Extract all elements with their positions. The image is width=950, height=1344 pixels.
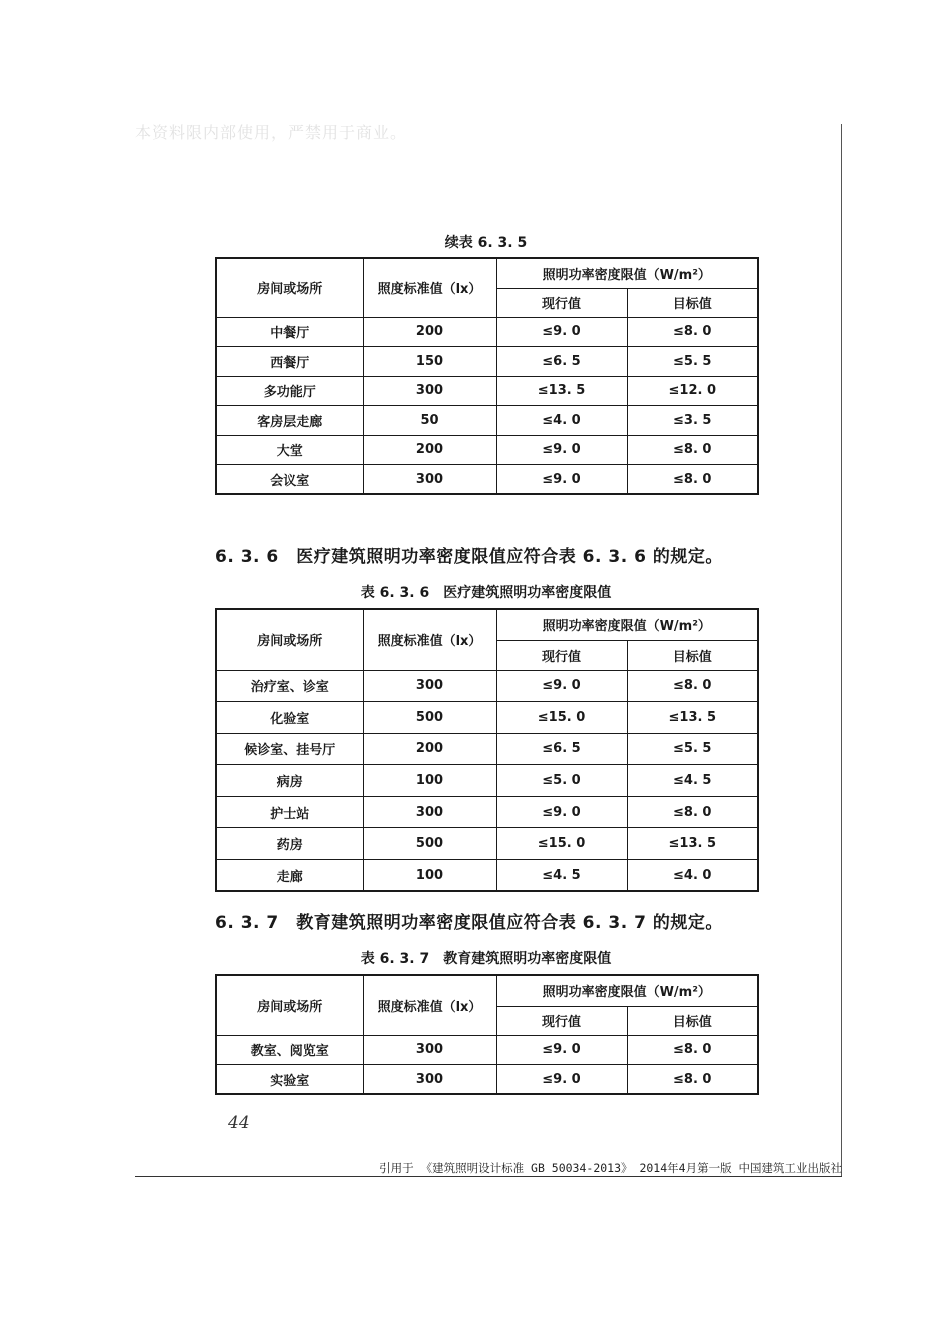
cell-lux: 300	[363, 670, 496, 702]
footer-rule	[135, 1176, 842, 1177]
cell-target: ≤4. 0	[627, 860, 758, 892]
cell-place: 候诊室、挂号厅	[216, 733, 363, 765]
table-row	[216, 670, 758, 702]
table-row	[216, 317, 758, 347]
cell-current: ≤9. 0	[496, 1035, 627, 1065]
cell-current: ≤4. 5	[496, 860, 627, 892]
page-number: 44	[228, 1113, 250, 1133]
header-current: 现行值	[496, 640, 627, 670]
cell-target: ≤13. 5	[627, 702, 758, 734]
cell-place: 中餐厅	[216, 317, 363, 347]
table-635	[215, 257, 759, 495]
header-target: 目标值	[627, 288, 758, 317]
cell-place: 走廊	[216, 860, 363, 892]
table-637	[215, 974, 759, 1095]
cell-place: 病房	[216, 765, 363, 797]
table-row	[216, 1035, 758, 1065]
header-lux: 照度标准值（lx）	[363, 609, 496, 670]
cell-target: ≤5. 5	[627, 733, 758, 765]
cell-place: 化验室	[216, 702, 363, 734]
cell-lux: 100	[363, 765, 496, 797]
table-row	[216, 702, 758, 734]
cell-target: ≤8. 0	[627, 1065, 758, 1095]
section-637-heading: 6. 3. 7 教育建筑照明功率密度限值应符合表 6. 3. 7 的规定。	[215, 913, 723, 933]
section-636-heading: 6. 3. 6 医疗建筑照明功率密度限值应符合表 6. 3. 6 的规定。	[215, 547, 723, 567]
header-lux: 照度标准值（lx）	[363, 975, 496, 1035]
cell-target: ≤4. 5	[627, 765, 758, 797]
cell-lux: 200	[363, 435, 496, 465]
cell-target: ≤13. 5	[627, 828, 758, 860]
watermark: 本资料限内部使用，严禁用于商业。	[135, 123, 408, 142]
table-row	[216, 860, 758, 892]
cell-current: ≤15. 0	[496, 828, 627, 860]
cell-current: ≤9. 0	[496, 317, 627, 347]
cell-place: 客房层走廊	[216, 406, 363, 436]
cell-current: ≤9. 0	[496, 1065, 627, 1095]
cell-lux: 100	[363, 860, 496, 892]
header-target: 目标值	[627, 1006, 758, 1035]
header-lpd-group: 照明功率密度限值（W/m²）	[496, 975, 758, 1006]
header-place: 房间或场所	[216, 975, 363, 1035]
cell-lux: 300	[363, 376, 496, 406]
table-row	[216, 765, 758, 797]
cell-lux: 150	[363, 347, 496, 377]
cell-target: ≤12. 0	[627, 376, 758, 406]
cell-lux: 300	[363, 796, 496, 828]
cell-lux: 200	[363, 317, 496, 347]
cell-current: ≤6. 5	[496, 733, 627, 765]
header-current: 现行值	[496, 288, 627, 317]
table-row	[216, 828, 758, 860]
cell-current: ≤9. 0	[496, 670, 627, 702]
cell-target: ≤8. 0	[627, 435, 758, 465]
table-635-caption: 续表 6. 3. 5	[444, 235, 528, 251]
table-row	[216, 1065, 758, 1095]
cell-current: ≤9. 0	[496, 465, 627, 495]
cell-target: ≤8. 0	[627, 317, 758, 347]
header-current: 现行值	[496, 1006, 627, 1035]
table-row	[216, 435, 758, 465]
cell-place: 治疗室、诊室	[216, 670, 363, 702]
cell-place: 大堂	[216, 435, 363, 465]
cell-current: ≤5. 0	[496, 765, 627, 797]
cell-target: ≤5. 5	[627, 347, 758, 377]
table-636-caption: 表 6. 3. 6 医疗建筑照明功率密度限值	[360, 585, 612, 601]
table-637-caption: 表 6. 3. 7 教育建筑照明功率密度限值	[360, 951, 612, 967]
cell-target: ≤8. 0	[627, 465, 758, 495]
table-636	[215, 608, 759, 892]
cell-target: ≤8. 0	[627, 1035, 758, 1065]
cell-target: ≤3. 5	[627, 406, 758, 436]
cell-current: ≤4. 0	[496, 406, 627, 436]
cell-current: ≤9. 0	[496, 435, 627, 465]
cell-place: 西餐厅	[216, 347, 363, 377]
table-row	[216, 465, 758, 495]
cell-lux: 500	[363, 702, 496, 734]
footer-citation: 引用于 《建筑照明设计标准 GB 50034-2013》 2014年4月第一版 中国建筑工业出版社	[379, 1161, 842, 1175]
table-row	[216, 796, 758, 828]
cell-lux: 500	[363, 828, 496, 860]
cell-current: ≤15. 0	[496, 702, 627, 734]
cell-lux: 200	[363, 733, 496, 765]
cell-place: 会议室	[216, 465, 363, 495]
header-lpd-group: 照明功率密度限值（W/m²）	[496, 609, 758, 640]
header-place: 房间或场所	[216, 609, 363, 670]
page-edge-rule	[841, 124, 842, 1176]
cell-current: ≤13. 5	[496, 376, 627, 406]
cell-place: 多功能厅	[216, 376, 363, 406]
table-row	[216, 406, 758, 436]
table-row	[216, 347, 758, 377]
cell-current: ≤9. 0	[496, 796, 627, 828]
cell-lux: 50	[363, 406, 496, 436]
header-lpd-group: 照明功率密度限值（W/m²）	[496, 258, 758, 288]
cell-place: 实验室	[216, 1065, 363, 1095]
cell-target: ≤8. 0	[627, 796, 758, 828]
header-place: 房间或场所	[216, 258, 363, 317]
cell-target: ≤8. 0	[627, 670, 758, 702]
cell-lux: 300	[363, 465, 496, 495]
cell-lux: 300	[363, 1065, 496, 1095]
cell-current: ≤6. 5	[496, 347, 627, 377]
cell-lux: 300	[363, 1035, 496, 1065]
table-row	[216, 376, 758, 406]
header-target: 目标值	[627, 640, 758, 670]
cell-place: 药房	[216, 828, 363, 860]
cell-place: 护士站	[216, 796, 363, 828]
cell-place: 教室、阅览室	[216, 1035, 363, 1065]
table-row	[216, 733, 758, 765]
header-lux: 照度标准值（lx）	[363, 258, 496, 317]
